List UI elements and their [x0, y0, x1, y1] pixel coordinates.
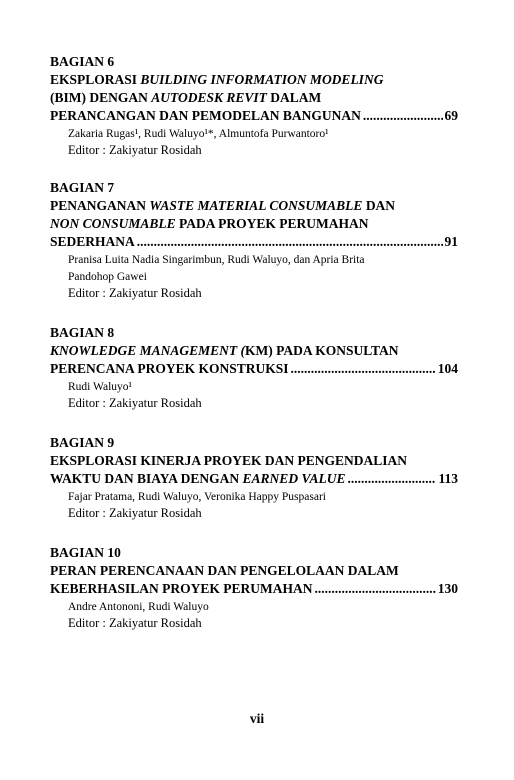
page-footer-number: vii: [249, 711, 265, 726]
page-number: 130: [437, 581, 458, 596]
chapter-title-line: PENANGANAN WASTE MATERIAL CONSUMABLE DAN: [50, 198, 396, 213]
chapter-title-text: SEDERHANA: [50, 234, 135, 249]
dot-leader: [363, 107, 443, 125]
page-number: 113: [438, 471, 458, 486]
toc-page: [50, 53, 458, 654]
page-number: 91: [444, 234, 458, 249]
chapter-editor: Editor : Zakiyatur Rosidah: [68, 396, 202, 410]
chapter-title-line: KNOWLEDGE MANAGEMENT (KM) PADA KONSULTAN: [50, 343, 399, 358]
chapter-label: BAGIAN 10: [50, 545, 121, 560]
chapter-title-text: KEBERHASILAN PROYEK PERUMAHAN: [50, 581, 313, 596]
chapter-label: BAGIAN 9: [50, 435, 115, 450]
toc-entry: [50, 544, 458, 632]
chapter-title-line: PERAN PERENCANAAN DAN PENGELOLAAN DALAM: [50, 563, 399, 578]
chapter-title-last-line[interactable]: [50, 107, 458, 125]
dot-leader: [291, 360, 436, 378]
chapter-authors: Zakaria Rugas¹, Rudi Waluyo¹*, Almuntofa Purwantoro¹: [68, 128, 329, 140]
page-number: 69: [444, 108, 458, 123]
chapter-title-line: EKSPLORASI KINERJA PROYEK DAN PENGENDALIAN: [50, 453, 408, 468]
chapter-authors: Fajar Pratama, Rudi Waluyo, Veronika Happy Puspasari: [68, 491, 326, 503]
chapter-editor: Editor : Zakiyatur Rosidah: [68, 616, 202, 630]
toc-entry: [50, 434, 458, 522]
chapter-title-text: PERANCANGAN DAN PEMODELAN BANGUNAN: [50, 108, 361, 123]
chapter-authors-continued: Pandohop Gawei: [68, 271, 147, 283]
page-number: 104: [437, 361, 458, 376]
chapter-editor: Editor : Zakiyatur Rosidah: [68, 506, 202, 520]
chapter-authors: Pranisa Luita Nadia Singarimbun, Rudi Waluyo, dan Apria Brita: [68, 254, 365, 266]
toc-entry: [50, 179, 458, 302]
chapter-label: BAGIAN 7: [50, 180, 115, 195]
chapter-label: BAGIAN 6: [50, 54, 115, 69]
chapter-editor: Editor : Zakiyatur Rosidah: [68, 286, 202, 300]
chapter-editor: Editor : Zakiyatur Rosidah: [68, 143, 202, 157]
dot-leader: [347, 470, 436, 488]
toc-entry: [50, 53, 458, 159]
chapter-authors: Andre Antononi, Rudi Waluyo: [68, 601, 209, 613]
toc-entry: [50, 324, 458, 412]
dot-leader: [315, 580, 436, 598]
chapter-title-last-line[interactable]: [50, 360, 458, 378]
chapter-title-line: NON CONSUMABLE PADA PROYEK PERUMAHAN: [50, 216, 369, 231]
dot-leader: [137, 233, 443, 251]
chapter-authors: Rudi Waluyo¹: [68, 381, 132, 393]
chapter-title-line: EKSPLORASI BUILDING INFORMATION MODELING: [50, 72, 384, 87]
chapter-title-last-line[interactable]: [50, 233, 458, 251]
chapter-title-text: PERENCANA PROYEK KONSTRUKSI: [50, 361, 289, 376]
chapter-title-text: WAKTU DAN BIAYA DENGAN EARNED VALUE: [50, 471, 346, 486]
chapter-title-last-line[interactable]: [50, 580, 458, 598]
chapter-label: BAGIAN 8: [50, 325, 115, 340]
chapter-title-line: (BIM) DENGAN AUTODESK REVIT DALAM: [50, 90, 322, 105]
chapter-title-last-line[interactable]: [50, 470, 458, 488]
